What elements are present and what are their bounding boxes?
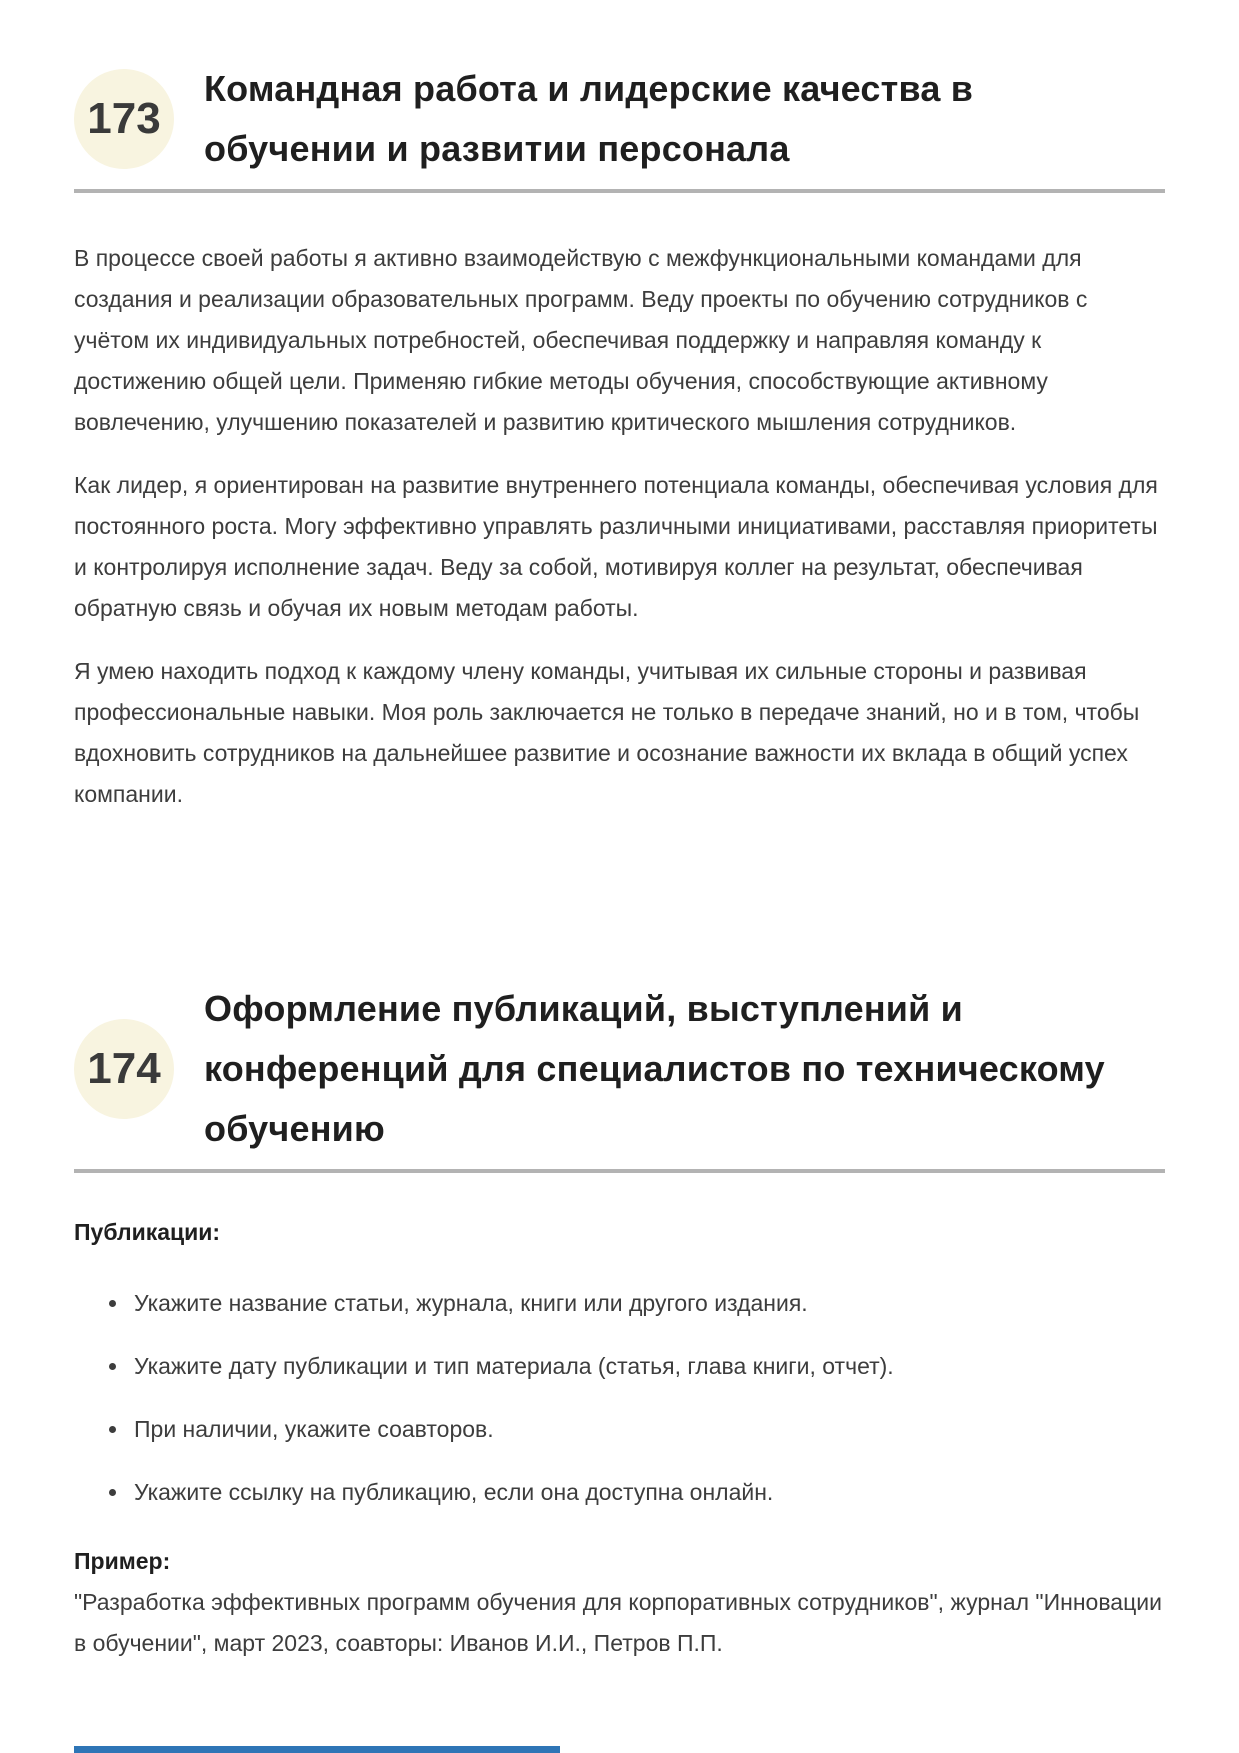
section-title-line: Оформление публикаций, выступлений и bbox=[204, 988, 963, 1029]
section-title bbox=[204, 59, 973, 179]
section-header-174 bbox=[74, 979, 1165, 1159]
body-paragraph: Я умею находить подход к каждому члену команды, учитывая их сильные стороны и развивая профессиональные навыки. Моя роль заключается не только в передаче знаний, но и в том, чтобы вдохновить сотрудников на дальнейшее развитие и осознание важности их вклада в общий успех компании. bbox=[74, 658, 1140, 807]
section-title-line: обучении и развитии персонала bbox=[204, 128, 790, 169]
example-label: Пример: bbox=[74, 1548, 171, 1574]
bullet-item: • При наличии, укажите соавторов. bbox=[130, 1409, 1165, 1450]
section-header-173 bbox=[74, 59, 1165, 179]
section-number-badge: 173 bbox=[74, 69, 174, 169]
section-number-badge: 174 bbox=[74, 1019, 174, 1119]
bullet-item: • Укажите дату публикации и тип материала (статья, глава книги, отчет). bbox=[130, 1346, 1165, 1387]
next-section-accent-bar bbox=[74, 1746, 560, 1753]
bullet-item: • Укажите ссылку на публикацию, если она доступна онлайн. bbox=[130, 1472, 1165, 1513]
section-divider bbox=[74, 1169, 1165, 1173]
page-content bbox=[0, 59, 1239, 1664]
publications-bullet-list bbox=[74, 1283, 1165, 1513]
section-title-line: обучению bbox=[204, 1108, 385, 1149]
section-title-line: Командная работа и лидерские качества в bbox=[204, 68, 974, 109]
body-paragraph: В процессе своей работы я активно взаимодействую с межфункциональными командами для создания и реализации образовательных программ. Веду проекты по обучению сотрудников с учётом их индивидуальных потребностей, обеспечивая поддержку и направляя команду к достижению общей цели. Применяю гибкие методы обучения, способствующие активному вовлечению, улучшению показателей и развитию критического мышления сотрудников. bbox=[74, 245, 1088, 435]
bullet-item: • Укажите название статьи, журнала, книги или другого издания. bbox=[130, 1283, 1165, 1324]
publications-label: Публикации: bbox=[74, 1219, 221, 1245]
section-title-line: конференций для специалистов по техническому bbox=[204, 1048, 1105, 1089]
section-divider bbox=[74, 189, 1165, 193]
example-text: "Разработка эффективных программ обучения для корпоративных сотрудников", журнал "Инновации в обучении", март 2023, соавторы: Иванов И.И., Петров П.П. bbox=[74, 1589, 1162, 1656]
section-title bbox=[204, 979, 1105, 1159]
body-paragraph: Как лидер, я ориентирован на развитие внутреннего потенциала команды, обеспечивая условия для постоянного роста. Могу эффективно управлять различными инициативами, расставляя приоритеты и контролируя исполнение задач. Веду за собой, мотивируя коллег на результат, обеспечивая обратную связь и обучая их новым методам работы. bbox=[74, 472, 1158, 621]
